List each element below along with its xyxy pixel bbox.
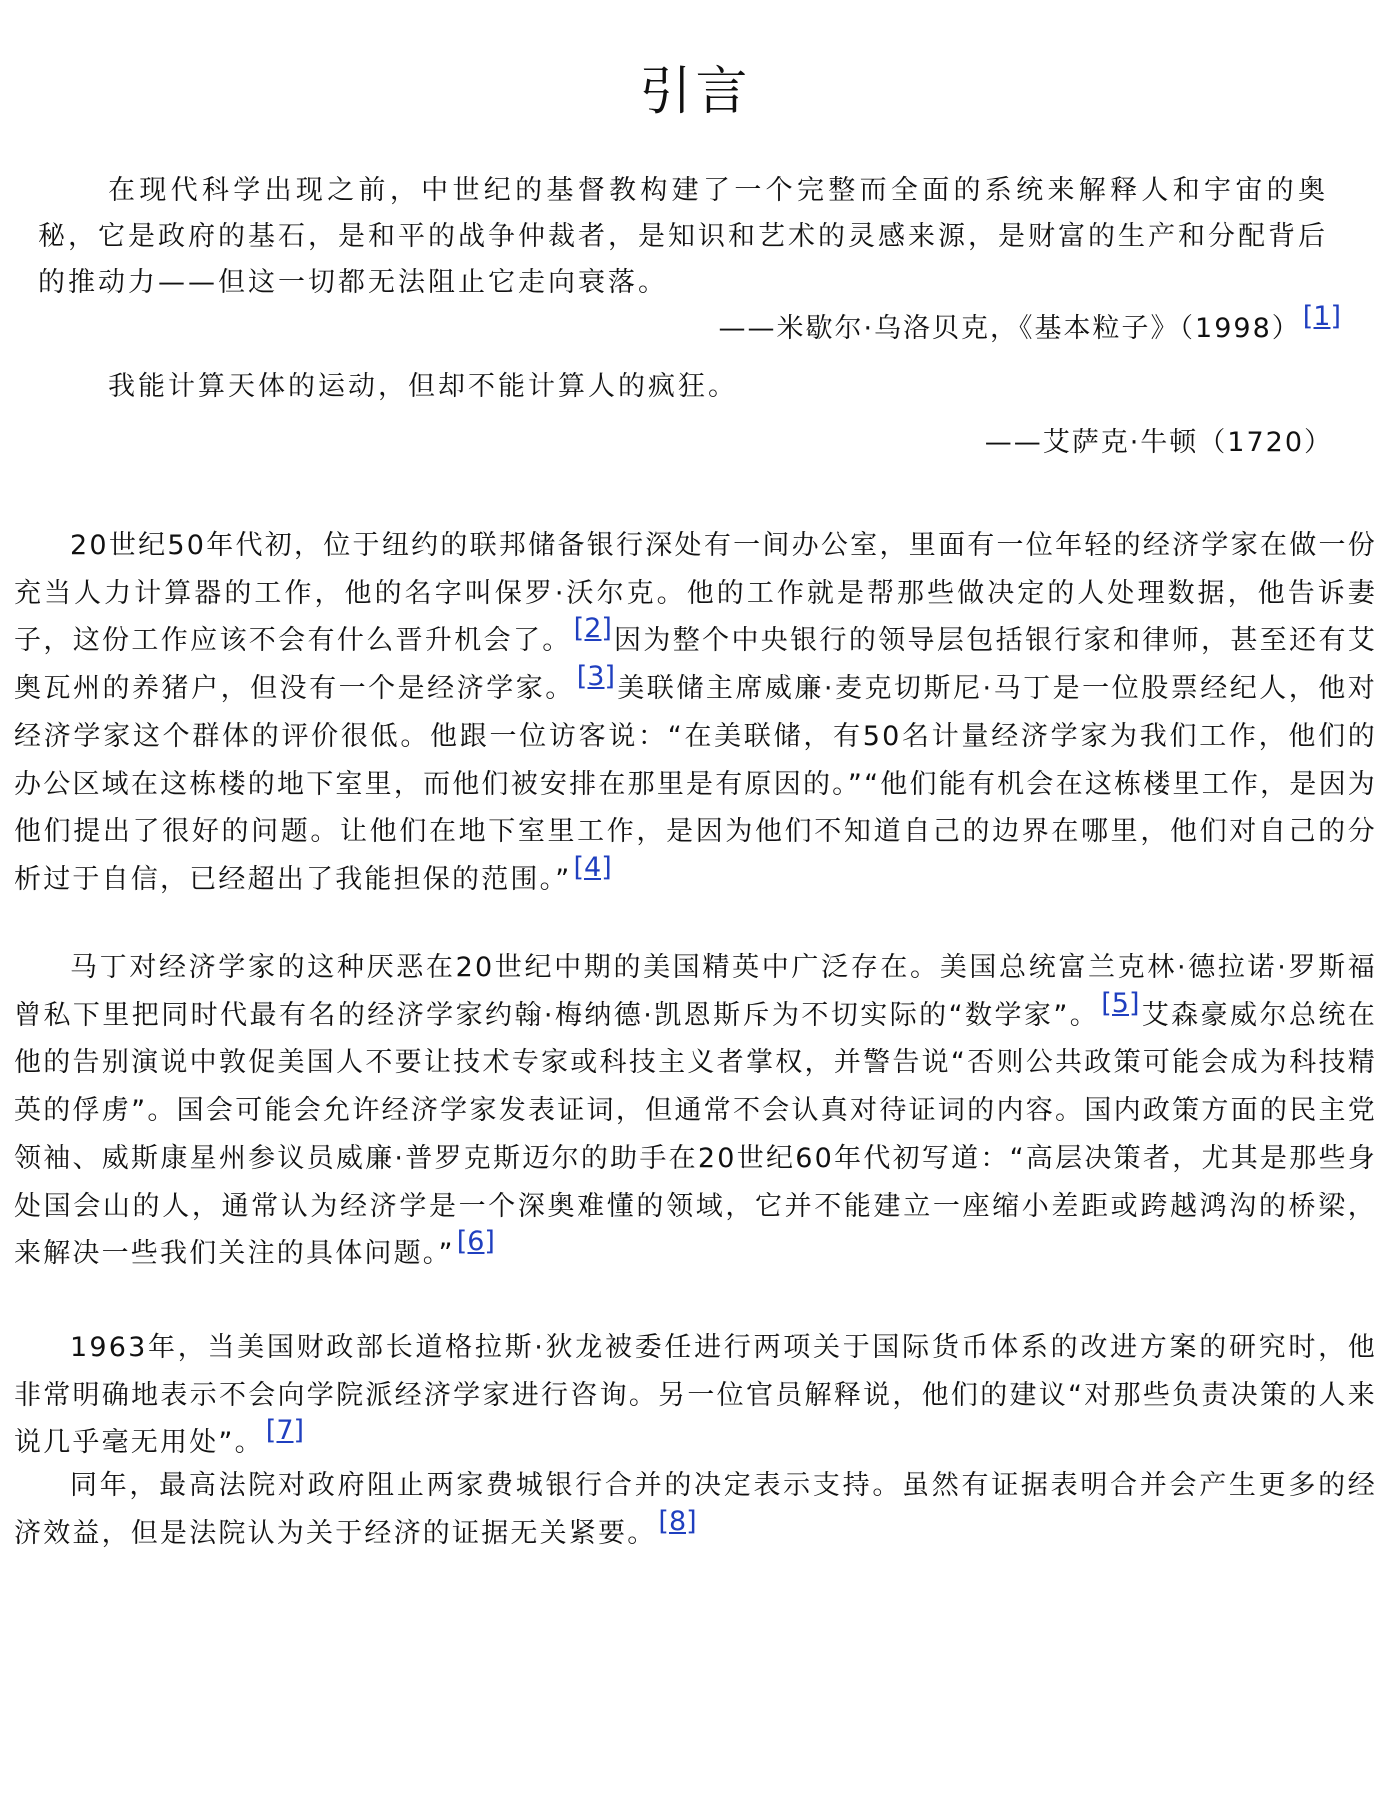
- body-paragraph-4: [14, 1462, 1377, 1557]
- footnote-link-2[interactable]: [2]: [573, 613, 612, 645]
- footnote-link-8[interactable]: [8]: [658, 1505, 697, 1537]
- attribution-text-1: ——米歇尔·乌洛贝克，《基本粒子》（1998）: [718, 313, 1301, 344]
- body-paragraph-3: [14, 1324, 1377, 1467]
- epigraph-attribution-1: [718, 301, 1343, 352]
- footnote-link-7[interactable]: [7]: [265, 1415, 305, 1447]
- body-paragraph-2: [14, 944, 1377, 1278]
- footnote-link-4[interactable]: [4]: [573, 851, 612, 883]
- footnote-link-1[interactable]: [1]: [1302, 301, 1341, 332]
- epigraph-quote-1: [38, 168, 1328, 306]
- body-paragraph-1: [14, 522, 1377, 904]
- footnote-link-5[interactable]: [5]: [1101, 987, 1140, 1019]
- epigraph-text-2: 我能计算天体的运动，但却不能计算人的疯狂。: [108, 371, 738, 402]
- attribution-text-2: ——艾萨克·牛顿（1720）: [984, 427, 1333, 458]
- paragraph-1-segment-3: 美联储主席威廉·麦克切斯尼·马丁是一位股票经纪人，他对经济学家这个群体的评价很低。他跟一位访客说：“在美联储，有50名计量经济学家为我们工作，他们的办公区域在这栋楼的地下室里，而他们被安排在那里是有原因的。”“他们能有机会在这栋楼里工作，是因为他们提出了很好的问题。让他们在地下室里工作，是因为他们不知道自己的边界在哪里，他们对自己的分析过于自信，已经超出了我能担保的范围。”: [14, 673, 1377, 895]
- footnote-link-3[interactable]: [3]: [576, 661, 615, 693]
- paragraph-4-segment-1: 同年，最高法院对政府阻止两家费城银行合并的决定表示支持。虽然有证据表明合并会产生更多的经济效益，但是法院认为关于经济的证据无关紧要。: [14, 1470, 1377, 1549]
- footnote-link-6[interactable]: [6]: [456, 1226, 495, 1258]
- paragraph-1-segment-2: 因为整个中央银行的领导层包括银行家和律师，甚至还有艾奥瓦州的养猪户，但没有一个是经济学家。: [14, 625, 1377, 705]
- paragraph-2-segment-2: 艾森豪威尔总统在他的告别演说中敦促美国人不要让技术专家或科技主义者掌权，并警告说“否则公共政策可能会成为科技精英的俘虏”。国会可能会允许经济学家发表证词，但通常不会认真对待证词的内容。国内政策方面的民主党领袖、威斯康星州参议员威廉·普罗克斯迈尔的助手在20世纪60年代初写道：“高层决策者，尤其是那些身处国会山的人，通常认为经济学是一个深奥难懂的领域，它并不能建立一座缩小差距或跨越鸿沟的桥梁，来解决一些我们关注的具体问题。”: [14, 999, 1377, 1270]
- paragraph-3-segment-1: 1963年，当美国财政部长道格拉斯·狄龙被委任进行两项关于国际货币体系的改进方案的研究时，他非常明确地表示不会向学院派经济学家进行咨询。另一位官员解释说，他们的建议“对那些负责决策的人来说几乎毫无用处”。: [14, 1332, 1377, 1459]
- paragraph-2-segment-1: 马丁对经济学家的这种厌恶在20世纪中期的美国精英中广泛存在。美国总统富兰克林·德拉诺·罗斯福曾私下里把同时代最有名的经济学家约翰·梅纳德·凯恩斯斥为不切实际的“数学家”。: [14, 952, 1377, 1031]
- epigraph-attribution-2: [985, 420, 1333, 466]
- epigraph-text-1: 在现代科学出现之前，中世纪的基督教构建了一个完整而全面的系统来解释人和宇宙的奥秘，它是政府的基石，是和平的战争仲裁者，是知识和艺术的灵感来源，是财富的生产和分配背后的推动力——但这一切都无法阻止它走向衰落。: [38, 175, 1328, 298]
- epigraph-quote-2: [38, 364, 1328, 410]
- page-title: 引言: [639, 61, 752, 122]
- paragraph-1-segment-1: 20世纪50年代初，位于纽约的联邦储备银行深处有一间办公室，里面有一位年轻的经济学家在做一份充当人力计算器的工作，他的名字叫保罗·沃尔克。他的工作就是帮那些做决定的人处理数据，他告诉妻子，这份工作应该不会有什么晋升机会了。: [14, 530, 1377, 657]
